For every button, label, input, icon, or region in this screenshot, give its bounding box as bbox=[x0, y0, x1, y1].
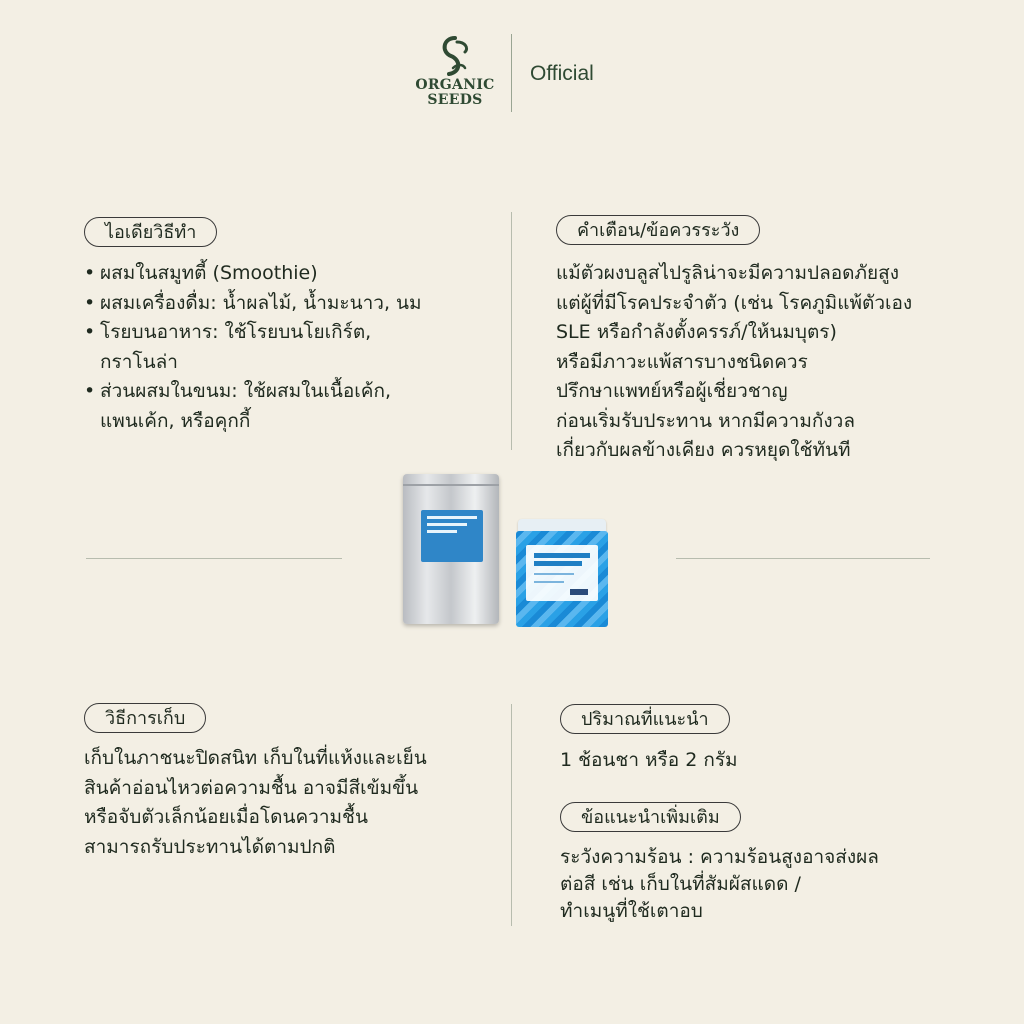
extra-advice-text: ระวังความร้อน : ความร้อนสูงอาจส่งผล ต่อสี เช่น เก็บในที่สัมผัสแดด / ทำเมนูที่ใช้เตาอบ bbox=[560, 846, 879, 922]
storage-title: วิธีการเก็บ bbox=[84, 703, 206, 733]
dosage-title: ปริมาณที่แนะนำ bbox=[560, 704, 730, 734]
ideas-list bbox=[84, 259, 422, 436]
warning-title: คำเตือน/ข้อควรระวัง bbox=[556, 215, 760, 245]
right-horizontal-rule bbox=[676, 558, 930, 559]
official-label: Official bbox=[530, 62, 594, 85]
product-bag-image bbox=[403, 474, 499, 624]
organic-seeds-logo-icon bbox=[435, 34, 475, 78]
product-jar-image bbox=[516, 519, 608, 627]
top-vertical-divider bbox=[511, 212, 512, 450]
brand-logo bbox=[410, 34, 500, 108]
brand-name-line2: SEEDS bbox=[427, 92, 483, 108]
ideas-title: ไอเดียวิธีทำ bbox=[84, 217, 217, 247]
ideas-item: • ผสมเครื่องดื่ม: น้ำผลไม้, น้ำมะนาว, นม bbox=[84, 289, 422, 319]
header-divider bbox=[511, 34, 512, 112]
dosage-text: 1 ช้อนชา หรือ 2 กรัม bbox=[560, 749, 738, 771]
extra-advice-title: ข้อแนะนำเพิ่มเติม bbox=[560, 802, 741, 832]
ideas-item: • ผสมในสมูทตี้ (Smoothie) bbox=[84, 259, 422, 289]
left-horizontal-rule bbox=[86, 558, 342, 559]
ideas-item: • โรยบนอาหาร: ใช้โรยบนโยเกิร์ต, กราโนล่า bbox=[84, 318, 422, 377]
bottom-vertical-divider bbox=[511, 704, 512, 926]
warning-text: แม้ตัวผงบลูสไปรูลิน่าจะมีความปลอดภัยสูง แต่ผู้ที่มีโรคประจำตัว (เช่น โรคภูมิแพ้ตัวเอง SLE หรือกำลังตั้งครรภ์/ให้นมบุตร) หรือมีภาวะแพ้สารบางชนิดควร ปรึกษาแพทย์หรือผู้เชี่ยวชาญ ก่อนเริ่มรับประทาน หากมีความกังวล เกี่ยวกับผลข้างเคียง ควรหยุดใช้ทันที bbox=[556, 262, 913, 461]
brand-name-line1: ORGANIC bbox=[415, 77, 495, 93]
storage-text: เก็บในภาชนะปิดสนิท เก็บในที่แห้งและเย็น สินค้าอ่อนไหวต่อความชื้น อาจมีสีเข้มขึ้น หรือจับตัวเล็กน้อยเมื่อโดนความชื้น สามารถรับประทานได้ตามปกติ bbox=[84, 747, 427, 858]
ideas-item: • ส่วนผสมในขนม: ใช้ผสมในเนื้อเค้ก, แพนเค้ก, หรือคุกกี้ bbox=[84, 377, 422, 436]
